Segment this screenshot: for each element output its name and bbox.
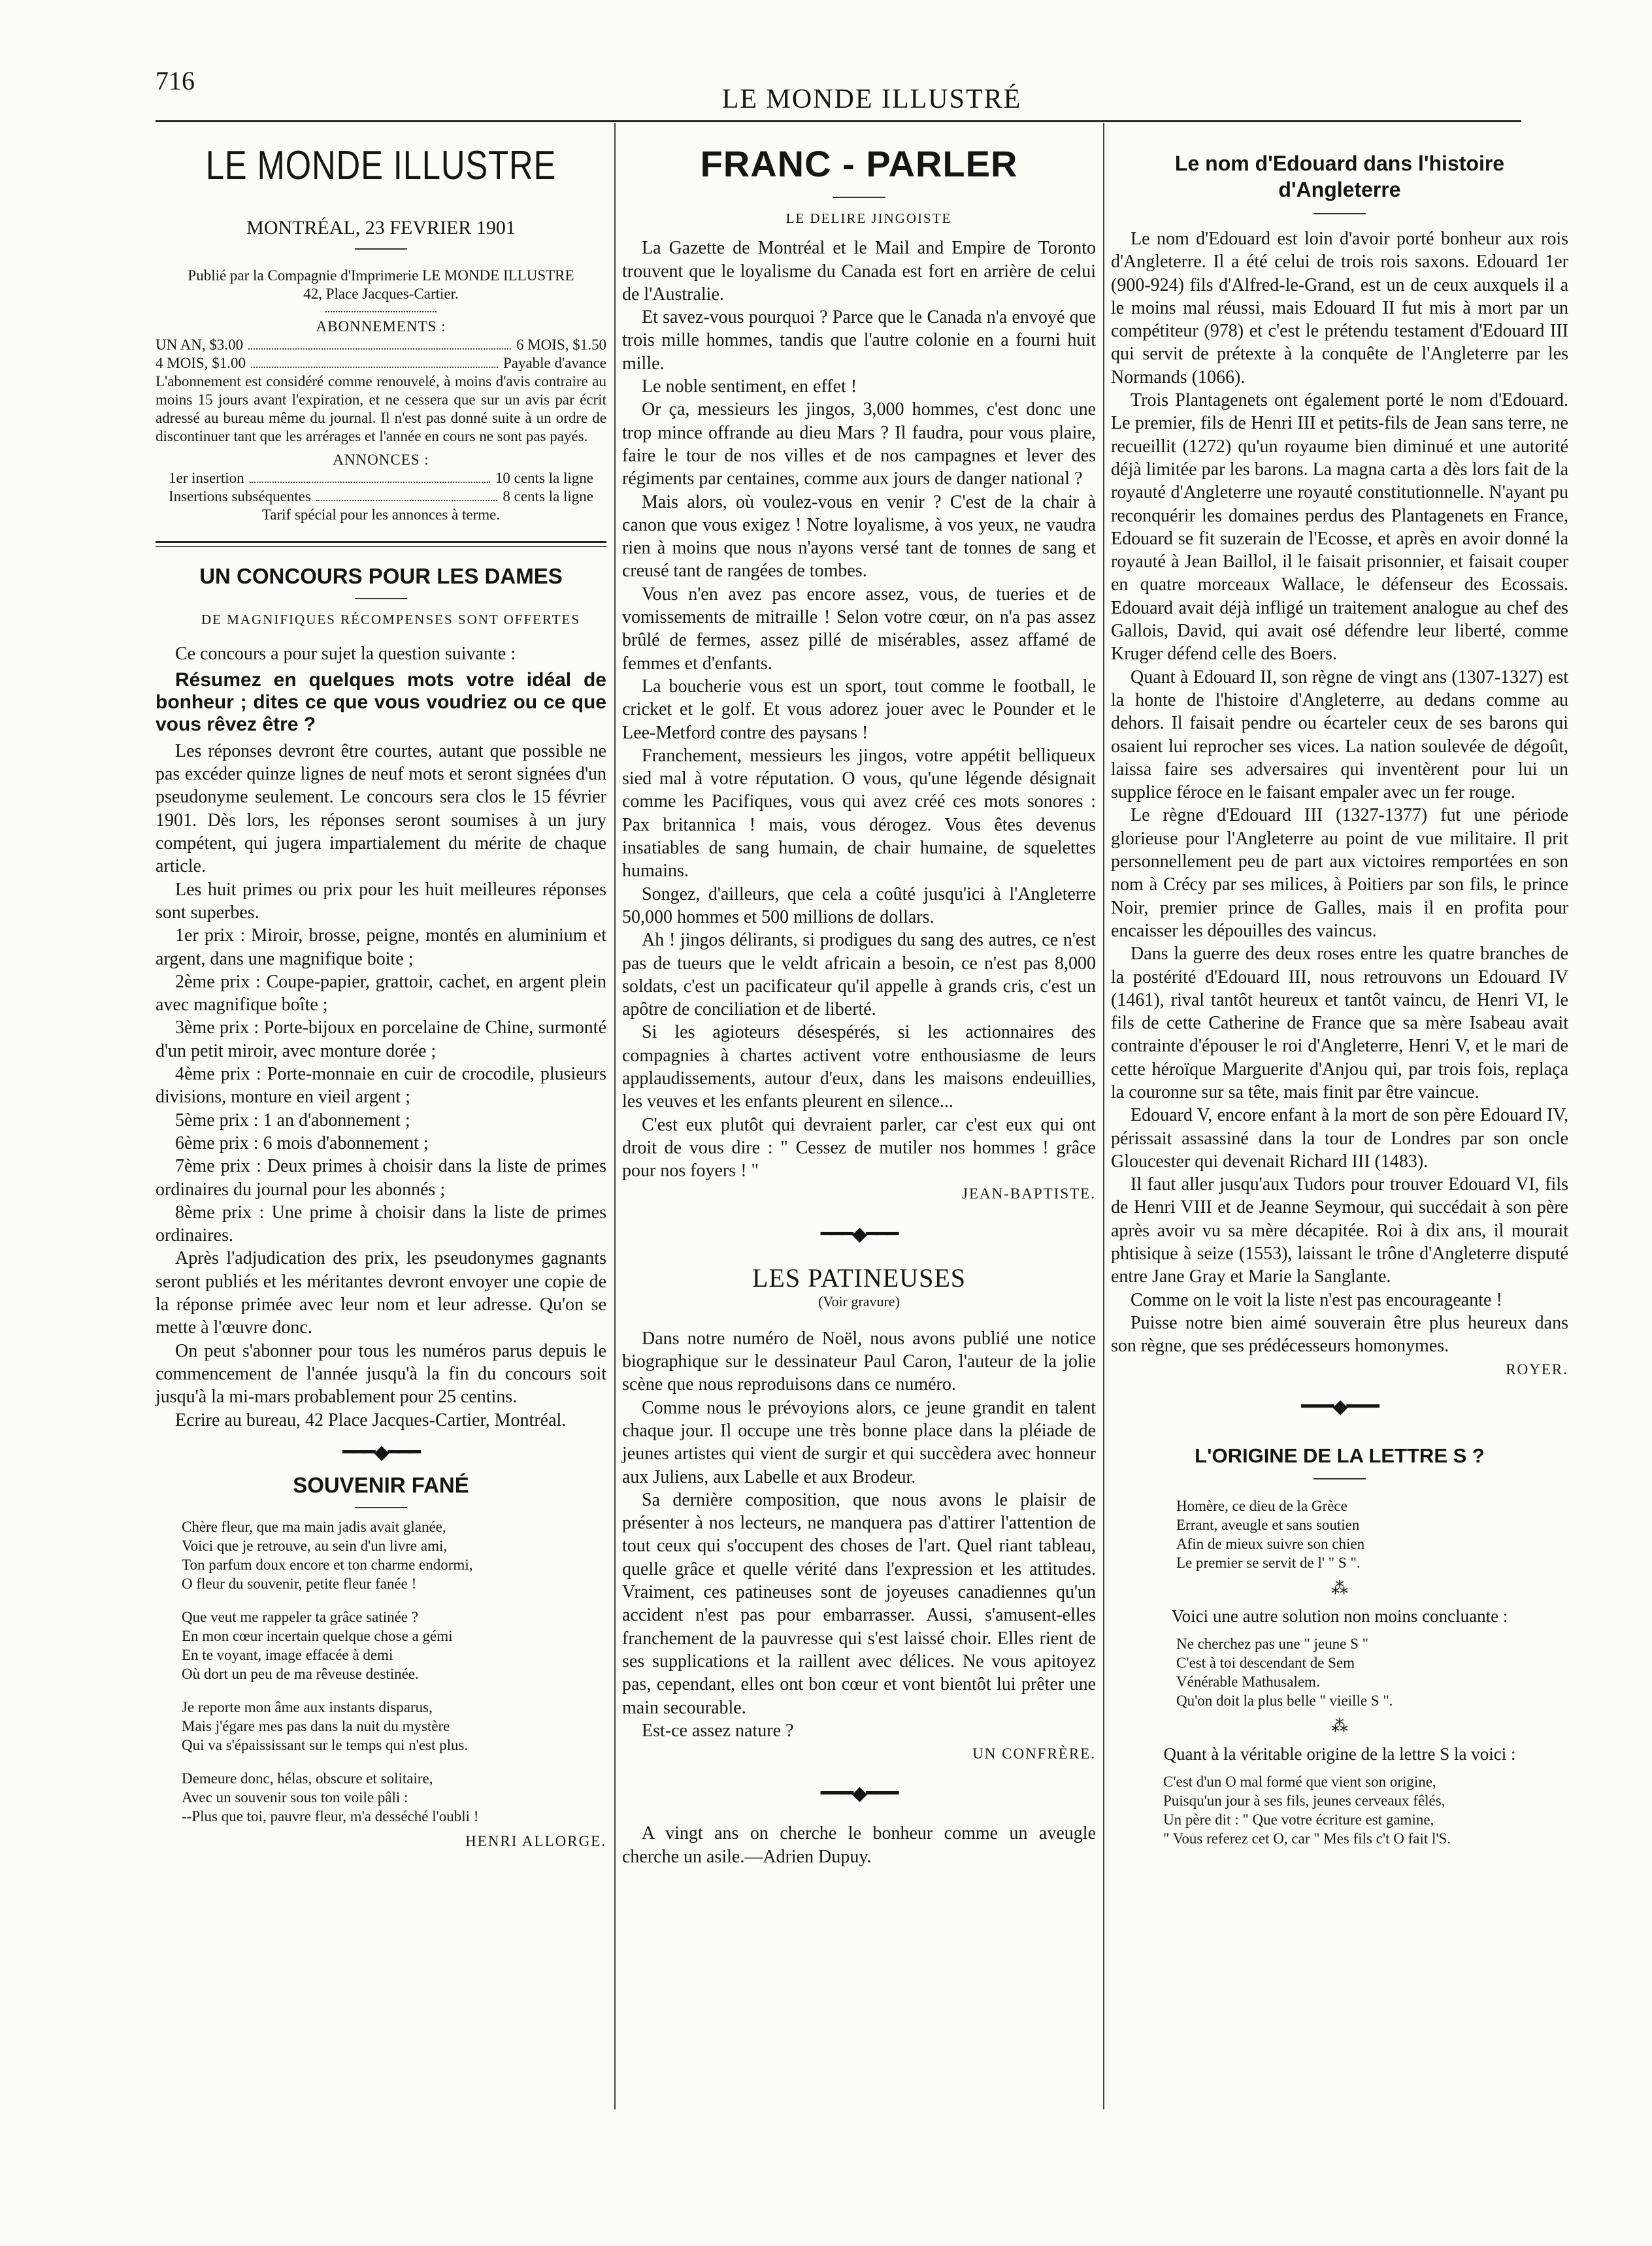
sub-row1-right: 6 MOIS, $1.50 xyxy=(516,337,606,354)
prize-item: 7ème prix : Deux primes à choisir dans la liste de primes ordinaires du journal pour les abonnés ; xyxy=(156,1156,606,1200)
skaters-signature: UN CONFRÈRE. xyxy=(972,1745,1096,1762)
article-subtitle: LE DELIRE JINGOISTE xyxy=(785,210,952,226)
article-paragraph: Vous n'en avez pas encore assez, vous, de tueries et de vomissements de mitraille ! Selon votre cœur, on n'a pas assez brûlé de fermes, assez pillé de misérables, assez affamé de femmes et d'enfants. xyxy=(622,584,1096,674)
ad-row1-left: 1er insertion xyxy=(169,470,244,487)
top-rule xyxy=(156,120,1521,122)
poem-line: Voici que je retrouve, au sein d'un livre ami, xyxy=(182,1537,448,1554)
poem-stanza xyxy=(182,1698,606,1755)
ad-row xyxy=(156,469,606,487)
poem-stanza xyxy=(182,1517,606,1593)
prize-item: 5ème prix : 1 an d'abonnement ; xyxy=(175,1110,410,1131)
contest-paragraph: Après l'adjudication des prix, les pseudonymes gagnants seront publiés et les méritantes devront envoyer une copie de la réponse primée avec leur nom et leur adresse. Qu'on se mette à l'œuvre donc. xyxy=(156,1248,606,1338)
dateline: MONTRÉAL, 23 FEVRIER 1901 xyxy=(246,217,516,239)
ad-row2-left: Insertions subséquentes xyxy=(169,488,311,505)
skaters-title: LES PATINEUSES xyxy=(752,1263,966,1293)
ad-row xyxy=(156,487,606,506)
letter-s-title: L'ORIGINE DE LA LETTRE S ? xyxy=(1195,1444,1485,1467)
prize-item: 1er prix : Miroir, brosse, peigne, montés en aluminium et argent, dans une magnifique boite ; xyxy=(156,925,606,969)
verse-line: Errant, aveugle et sans soutien xyxy=(1176,1516,1360,1533)
column-2 xyxy=(622,139,1096,1868)
article-paragraph: Ah ! jingos délirants, si prodigues du sang des autres, ce n'est pas de tueurs que le veldt africain a besoin, ce n'est pas 8,000 soldats, c'est un pacificateur qu'il appelle à grands cris, c'est un apôtre de conciliation et de liberté. xyxy=(622,930,1096,1020)
verse-block xyxy=(1176,1496,1568,1572)
contest-paragraph: On peut s'abonner pour tous les numéros parus depuis le commencement de l'année jusqu'à la fin du concours soit jusqu'à la mi-mars probablement pour 25 centins. xyxy=(156,1340,606,1408)
subscriptions-heading: ABONNEMENTS : xyxy=(316,318,446,335)
article-signature: JEAN-BAPTISTE. xyxy=(962,1185,1096,1202)
history-paragraph: Trois Plantagenets ont également porté le nom d'Edouard. Le premier, fils de Henri III et petits-fils de Jean sans terre, ne recueillit (1272) qu'un royaume bien diminué et une autorité déjà limitée par les barons. La magna carta a dès lors fait de la royauté d'Angleterre une royauté constitutionnelle. N'ayant pu reconquérir les domaines perdus des Plantagenets en France, Edouard se fit suzerain de l'Ecosse, et après en avoir donné la royauté à Jean Baillol, il le faisait prisonnier, et faisait couper en quatre morceaux Wallace, le défenseur des Ecossais. Edouard avait déjà infligé un traitement analogue au chef des Gallois, David, qui avait osé défendre leur liberté, comme Kruger défend celle des Boers. xyxy=(1111,390,1568,665)
letter-s-intro: Voici une autre solution non moins concluante : xyxy=(1171,1606,1508,1626)
poem-stanza xyxy=(182,1608,606,1683)
article-title: FRANC - PARLER xyxy=(700,143,1018,184)
skaters-paragraph: Dans notre numéro de Noël, nous avons publié une notice biographique sur le dessinateur Paul Caron, l'auteur de la jolie scène que nous reproduisons dans ce numéro. xyxy=(622,1328,1096,1395)
poem-author: HENRI ALLORGE. xyxy=(465,1832,606,1849)
column-divider-left xyxy=(614,123,616,2109)
article-paragraph: Franchement, messieurs les jingos, votre appétit belliqueux sied mal à votre réputation. O vous, qu'une légende désignait comme les Pacifiques, vous qui avez créé ces mots sonores : Pax britannica ! mais, vous dérogez. Vous êtes devenus insatiables de sang humain, de chair humaine, de squelettes humains. xyxy=(622,745,1096,882)
verse-line: Qu'on doit la plus belle " vieille S ". xyxy=(1176,1693,1393,1709)
column-3 xyxy=(1111,139,1568,1862)
prize-item: 8ème prix : Une prime à choisir dans la liste de primes ordinaires. xyxy=(156,1202,606,1246)
section-rule xyxy=(156,541,606,547)
verse-line: Le premier se servit de l' " S ". xyxy=(1176,1554,1361,1571)
poem-line: En te voyant, image effacée à demi xyxy=(182,1646,393,1663)
ornament-divider: ━━━◆━━━ xyxy=(1301,1395,1378,1417)
history-title-line2: d'Angleterre xyxy=(1278,178,1401,201)
contest-question: Résumez en quelques mots votre idéal de bonheur ; dites ce que vous voudriez ou ce que vous rêvez être ? xyxy=(156,669,606,735)
asterism: ⁂ xyxy=(1331,1717,1348,1736)
running-title: LE MONDE ILLUSTRÉ xyxy=(721,84,1022,114)
contest-title: UN CONCOURS POUR LES DAMES xyxy=(199,564,563,589)
divider xyxy=(1313,213,1366,214)
subscription-row xyxy=(156,336,606,354)
prize-item: 6ème prix : 6 mois d'abonnement ; xyxy=(175,1132,429,1153)
skaters-subtitle: (Voir gravure) xyxy=(818,1293,900,1310)
poem-stanza xyxy=(182,1769,606,1826)
asterism: ⁂ xyxy=(1331,1578,1348,1598)
verse-line: C'est à toi descendant de Sem xyxy=(1176,1655,1355,1672)
subscription-note: L'abonnement est considéré comme renouvelé, à moins d'avis contraire au moins 15 jours avant l'expiration, et ne cessera que sur un avis par écrit adressé au bureau même du journal. Il n'est pas donné suite à un ordre de discontinuer tant que les arrérages et l'année en cours ne sont pas payés. xyxy=(156,373,606,445)
contest-paragraph: Les huit primes ou prix pour les huit meilleures réponses sont superbes. xyxy=(156,879,606,923)
closing-quote: A vingt ans on cherche le bonheur comme un aveugle cherche un asile.—Adrien Dupuy. xyxy=(622,1823,1096,1867)
verse-line: " Vous referez cet O, car " Mes fils c't O fait l'S. xyxy=(1163,1830,1451,1847)
verse-line: Homère, ce dieu de la Grèce xyxy=(1176,1497,1347,1514)
prize-item: 3ème prix : Porte-bijoux en porcelaine de Chine, surmonté d'un petit miroir, avec monture dorée ; xyxy=(156,1017,606,1061)
ads-heading: ANNONCES : xyxy=(333,452,429,469)
poem-line: Chère fleur, que ma main jadis avait glanée, xyxy=(182,1518,446,1535)
skaters-paragraph: Est-ce assez nature ? xyxy=(642,1720,794,1741)
contest-intro: Ce concours a pour sujet la question suivante : xyxy=(175,643,516,664)
poem-line: Où dort un peu de ma rêveuse destinée. xyxy=(182,1665,419,1682)
article-paragraph: La Gazette de Montréal et le Mail and Empire de Toronto trouvent que le loyalisme du Canada est fort en arrière de celui de l'Australie. xyxy=(622,238,1096,305)
sub-row1-left: UN AN, $3.00 xyxy=(156,337,244,354)
divider xyxy=(355,598,407,599)
history-paragraph: Quant à Edouard II, son règne de vingt ans (1307-1327) est la honte de l'histoire d'Angleterre, au dedans comme au dehors. Il faisait pendre ou écarteler ceux de ses barons qui osaient lui reprocher ses vices. La nation soulevée de dégoût, laissa faire ses adversaires qui inventèrent pour lui un supplice féroce en le faisant empaler avec un fer rouge. xyxy=(1111,667,1568,803)
article-paragraph: Le noble sentiment, en effet ! xyxy=(642,376,857,397)
divider xyxy=(1313,1478,1366,1479)
subscription-row xyxy=(156,354,606,372)
article-paragraph: Si les agioteurs désespérés, si les actionnaires des compagnies à chartes activent votre enthousiasme de leurs applaudissements, autour d'eux, dans les maisons endeuillies, les veuves et les enfants pleurent en silence... xyxy=(622,1022,1096,1112)
contest-paragraph: Ecrire au bureau, 42 Place Jacques-Cartier, Montréal. xyxy=(175,1410,567,1430)
divider xyxy=(355,248,407,250)
poem-line: Ton parfum doux encore et ton charme endormi, xyxy=(182,1556,473,1573)
verse-line: C'est d'un O mal formé que vient son origine, xyxy=(1163,1774,1436,1791)
prize-item: 4ème prix : Porte-monnaie en cuir de crocodile, plusieurs divisions, monture en vieil argent ; xyxy=(156,1064,606,1108)
history-paragraph: Il faut aller jusqu'aux Tudors pour trouver Edouard VI, fils de Henri VIII et de Jeanne Seymour, qui succédait à son père après avoir vu sa mère décapitée. Roi à dix ans, il mourait phtisique à seize (1553), laissant le trône d'Angleterre disputé entre Jane Gray et Marie la Sanglante. xyxy=(1111,1174,1568,1287)
prize-item: 2ème prix : Coupe-papier, grattoir, cachet, en argent plein avec magnifique boîte ; xyxy=(156,971,606,1016)
ornament-divider: ━━━◆━━━ xyxy=(820,1223,898,1245)
letter-s-intro: Quant à la véritable origine de la lettre S la voici : xyxy=(1163,1744,1516,1764)
poem-line: O fleur du souvenir, petite fleur fanée ! xyxy=(182,1575,417,1592)
page-number: 716 xyxy=(156,66,195,95)
article-paragraph: Et savez-vous pourquoi ? Parce que le Canada n'a envoyé que trois mille hommes, tandis que l'autre colonie en a fourni huit mille. xyxy=(622,307,1096,374)
publisher-address: 42, Place Jacques-Cartier. xyxy=(303,286,459,303)
verse-line: Ne cherchez pas une " jeune S " xyxy=(1176,1636,1369,1653)
article-paragraph: C'est eux plutôt qui devraient parler, car c'est eux qui ont droit de vous dire : " Cessez de mutiler nos hommes ! grâce pour nos foyers ! " xyxy=(622,1114,1096,1181)
poem-line: Avec un souvenir sous ton voile pâli : xyxy=(182,1789,408,1806)
article-paragraph: Or ça, messieurs les jingos, 3,000 hommes, c'est donc une trop mince offrande au dieu Mars ? Il faudra, pour vous plaire, faire le tour de nos villes et de nos campagnes et lever des régiments par centaines, comme aux jours de danger national ? xyxy=(622,399,1096,489)
poem-line: Que veut me rappeler ta grâce satinée ? xyxy=(182,1608,419,1625)
poem-line: Mais j'égare mes pas dans la nuit du mystère xyxy=(182,1717,450,1734)
poem-line: --Plus que toi, pauvre fleur, m'a desséché l'oubli ! xyxy=(182,1808,479,1825)
verse-block xyxy=(1163,1772,1568,1848)
article-paragraph: Mais alors, où voulez-vous en venir ? C'est de la chair à canon que vous exigez ! Notre loyalisme, à vos yeux, ne vaudra rien à moins que nous n'ayons versé tant de tonnes de sang et creusé tant de rangées de tombes. xyxy=(622,491,1096,582)
sub-row2-right: Payable d'avance xyxy=(503,355,606,372)
article-paragraph: La boucherie vous est un sport, tout comme le football, le cricket et le golf. Et vous adorez jouer avec le Pounder et le Lee-Metford contre des paysans ! xyxy=(622,676,1096,743)
verse-line: Vénérable Mathusalem. xyxy=(1176,1674,1320,1691)
wave-ornament xyxy=(325,308,437,312)
poem-line: Demeure donc, hélas, obscure et solitaire, xyxy=(182,1770,433,1787)
verse-line: Afin de mieux suivre son chien xyxy=(1176,1535,1365,1552)
poem-title: SOUVENIR FANÉ xyxy=(293,1472,469,1497)
ad-row2-right: 8 cents la ligne xyxy=(503,488,593,505)
verse-line: Un père dit : " Que votre écriture est gamine, xyxy=(1163,1811,1434,1828)
history-title xyxy=(1111,150,1568,203)
column-1 xyxy=(156,139,606,1853)
contest-paragraph: Les réponses devront être courtes, autant que possible ne pas excéder quinze lignes de neuf mots et seront signées d'un pseudonyme seulement. Le concours sera clos le 15 février 1901. Dès lors, les réponses seront soumises à un jury compétent, qui jugera impartialement du mérite de chaque article. xyxy=(156,740,606,877)
history-paragraph: Comme on le voit la liste n'est pas encourageante ! xyxy=(1131,1289,1502,1310)
ornament-divider: ━━━◆━━━ xyxy=(342,1441,420,1463)
ornament-divider: ━━━◆━━━ xyxy=(820,1783,898,1805)
history-paragraph: Le nom d'Edouard est loin d'avoir porté bonheur aux rois d'Angleterre. Il a été celui de trois rois saxons. Edouard 1er (900-924) fils d'Alfred-le-Grand, est un de ceux auxquels il a le moins mal réussi, mais Edouard II fut mis à mort par un compétiteur (978) et c'est le prétendu testament d'Edouard III qui servit de prétexte à la conquête de l'Angleterre par les Normands (1066). xyxy=(1111,229,1568,388)
ad-row1-right: 10 cents la ligne xyxy=(495,470,593,487)
history-signature: ROYER. xyxy=(1506,1361,1568,1378)
history-title-line1: Le nom d'Edouard dans l'histoire xyxy=(1174,152,1505,175)
divider xyxy=(355,1507,407,1508)
publisher-line: Publié par la Compagnie d'Imprimerie LE MONDE ILLUSTRE xyxy=(188,267,574,284)
sub-row2-left: 4 MOIS, $1.00 xyxy=(156,355,246,372)
skaters-paragraph: Sa dernière composition, que nous avons le plaisir de présenter à nos lecteurs, ne manquera pas d'attirer l'attention de tout ceux qui s'occupent des choses de l'art. Quel riant tableau, quelle grâce et quelle vérité dans l'expression et les attitudes. Vraiment, ces patineuses sont de joyeuses canadiennes qu'un accident n'est pas pour embarrasser. Aussi, s'amusent-elles franchement de la pauvresse qui s'est laissé choir. Elles rient de ses supplications et la raillent avec délices. Ne vous apitoyez pas, cependant, elles ont bon cœur et vont bientôt lui prêter une main secourable. xyxy=(622,1489,1096,1718)
history-paragraph: Puisse notre bien aimé souverain être plus heureux dans son règne, que ses prédécesseurs homonymes. xyxy=(1111,1312,1568,1357)
divider xyxy=(833,197,885,198)
article-paragraph: Songez, d'ailleurs, que cela a coûté jusqu'ici à l'Angleterre 50,000 hommes et 500 millions de dollars. xyxy=(622,884,1096,927)
masthead: LE MONDE ILLUSTRE xyxy=(205,143,557,188)
ad-note: Tarif spécial pour les annonces à terme. xyxy=(261,506,501,523)
poem-line: Je reporte mon âme aux instants disparus, xyxy=(182,1698,433,1715)
contest-subtitle: DE MAGNIFIQUES RÉCOMPENSES SONT OFFERTES xyxy=(201,612,581,628)
verse-block xyxy=(1176,1634,1568,1710)
poem-line: En mon cœur incertain quelque chose a gémi xyxy=(182,1627,453,1644)
column-divider-right xyxy=(1103,123,1104,2109)
history-paragraph: Edouard V, encore enfant à la mort de son père Edouard IV, périssait assassiné dans la tour de Londres par son oncle Gloucester qui devenait Richard III (1483). xyxy=(1111,1105,1568,1172)
history-paragraph: Dans la guerre des deux roses entre les quatre branches de la postérité d'Edouard III, nous retrouvons un Edouard IV (1461), rival tantôt heureux et tantôt vaincu, de Henri VI, le fils de cette Catherine de France que sa mère Isabeau avait contrainte d'épouser le roi d'Angleterre, Henri V, et le mari de cette héroïque Marguerite d'Anjou qui, par trois fois, replaça la couronne sur sa tête, mais finit par être vaincue. xyxy=(1111,944,1568,1102)
history-paragraph: Le règne d'Edouard III (1327-1377) fut une période glorieuse pour l'Angleterre au point de vue militaire. Il prit personnellement peu de part aux victoires remportées en son nom à Crécy par ses milices, à Poitiers par son fils, le prince Noir, premier prince de Galles, mais il en profita pour encaisser les dépouilles des vaincus. xyxy=(1111,805,1568,941)
skaters-paragraph: Comme nous le prévoyions alors, ce jeune grandit en talent chaque jour. Il occupe une très bonne place dans la pléiade de jeunes artistes qui vient de surgir et qui succèdera avec honneur aux Juliens, aux Labelle et aux Brodeur. xyxy=(622,1397,1096,1487)
verse-line: Puisqu'un jour à ses fils, jeunes cerveaux fêlés, xyxy=(1163,1792,1446,1809)
poem-line: Qui va s'épaississant sur le temps qui n'est plus. xyxy=(182,1736,469,1753)
